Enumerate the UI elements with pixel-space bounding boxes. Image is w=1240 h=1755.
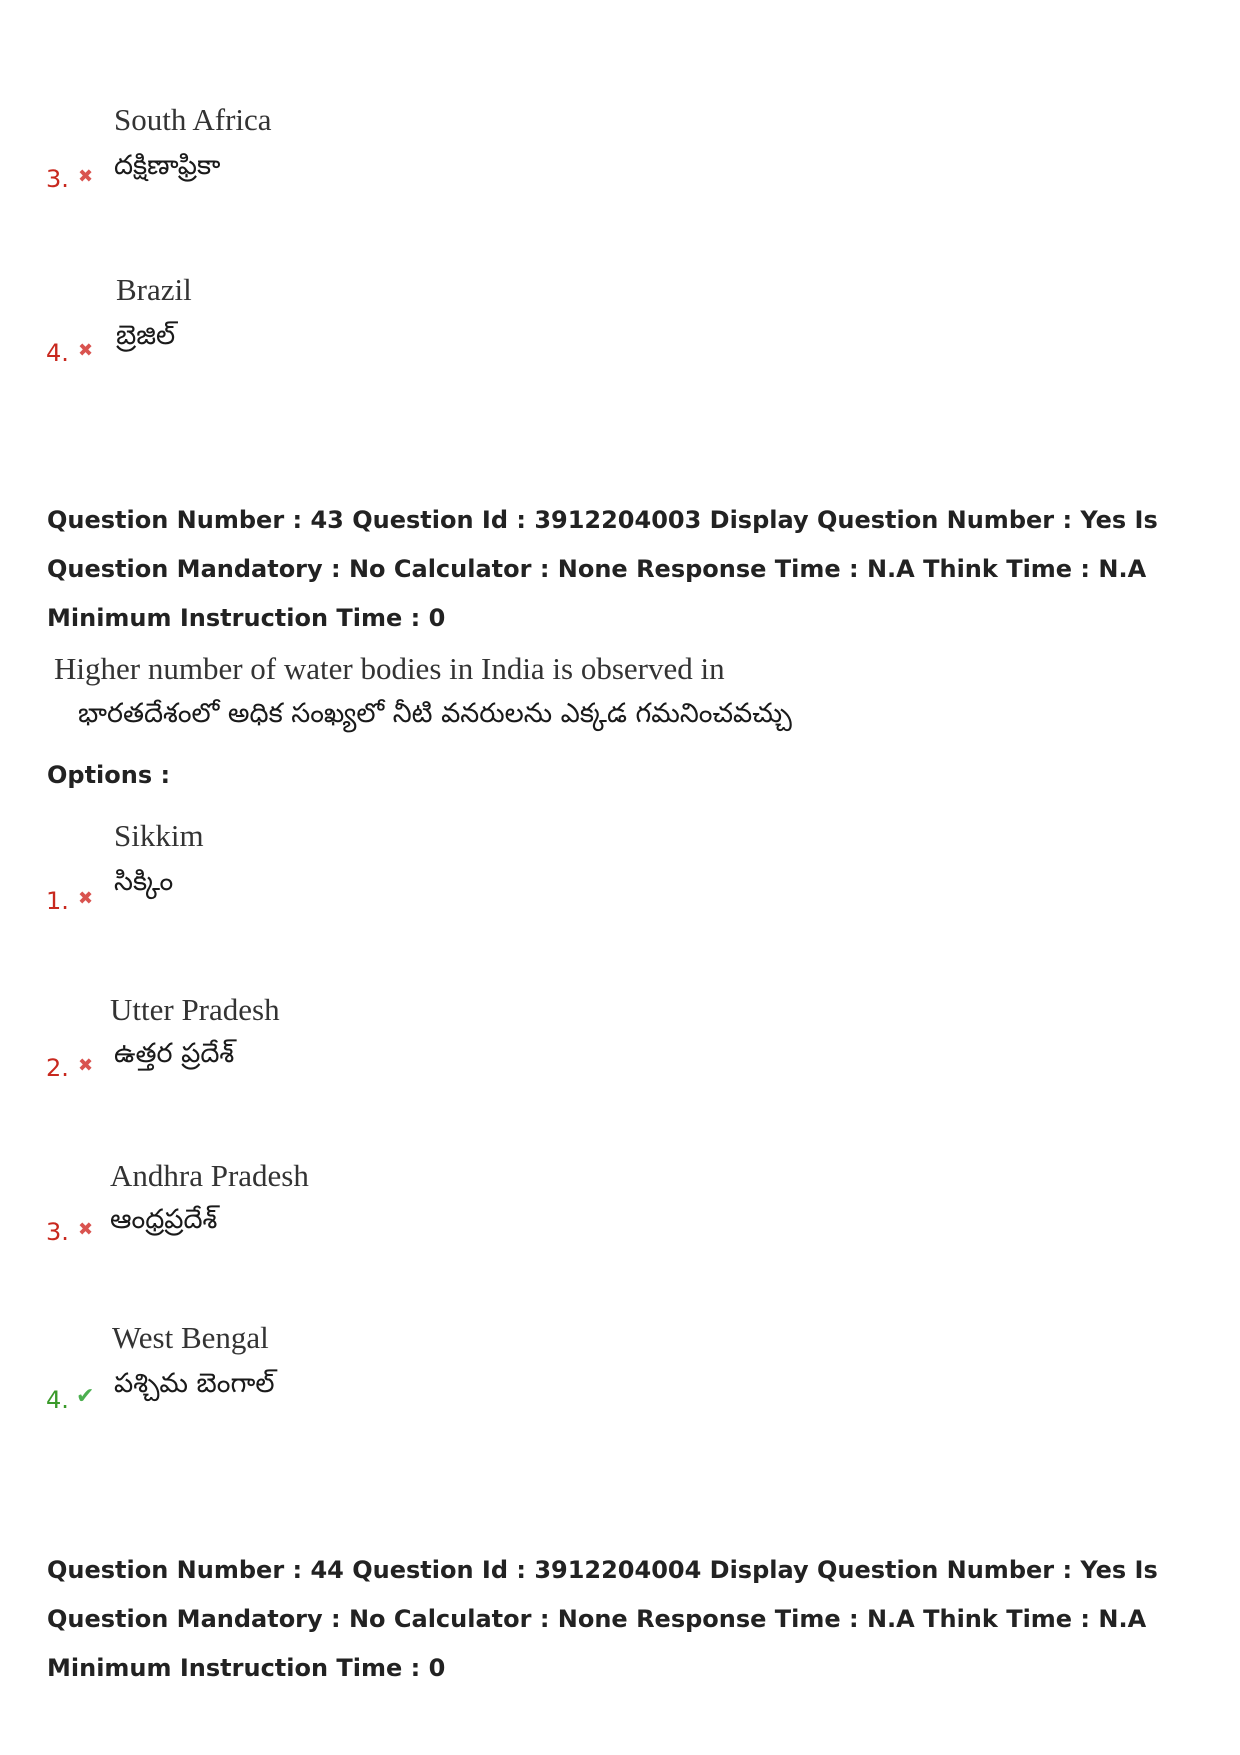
option-3-number: 3. — [46, 1218, 69, 1246]
options-label: Options : — [47, 761, 171, 789]
cross-icon: ✖ — [78, 1219, 94, 1240]
option-3-english: South Africa — [114, 102, 272, 137]
option-1-telugu: సిక్కిం — [114, 866, 174, 897]
option-2-telugu: ఉత్తర ప్రదేశ్ — [114, 1038, 235, 1069]
question-43-text-telugu: భారతదేశంలో అధిక సంఖ్యలో నీటి వనరులను ఎక్కడ గమనించవచ్చు — [78, 698, 792, 729]
option-1-number: 1. — [46, 887, 69, 915]
option-2-english: Utter Pradesh — [110, 992, 280, 1027]
option-3-telugu: ఆంధ్రప్రదేశ్ — [110, 1204, 218, 1235]
option-4-telugu: బ్రెజిల్ — [116, 320, 176, 351]
cross-icon: ✖ — [78, 166, 94, 187]
cross-icon: ✖ — [78, 1055, 94, 1076]
option-3-telugu: దక్షిణాఫ్రికా — [114, 150, 221, 181]
check-icon: ✔ — [76, 1384, 95, 1409]
option-4-english: West Bengal — [112, 1320, 269, 1355]
option-2-number: 2. — [46, 1054, 69, 1082]
option-1-english: Sikkim — [114, 818, 204, 853]
option-4-telugu: పశ్చిమ బెంగాల్ — [114, 1368, 275, 1399]
question-44-meta: Question Number : 44 Question Id : 3912204004 Display Question Number : Yes Is Question Mandatory : No Calculator : None Response Time : N.A Think Time : N.A Minimum Instruction Time : 0 — [47, 1556, 1158, 1682]
question-43-meta: Question Number : 43 Question Id : 3912204003 Display Question Number : Yes Is Question Mandatory : No Calculator : None Response Time : N.A Think Time : N.A Minimum Instruction Time : 0 — [47, 506, 1158, 632]
cross-icon: ✖ — [78, 888, 94, 909]
option-4-number: 4. — [46, 1386, 69, 1414]
option-4-english: Brazil — [116, 272, 192, 307]
option-3-number: 3. — [46, 165, 69, 193]
question-43-text-english: Higher number of water bodies in India is observed in — [54, 651, 725, 686]
cross-icon: ✖ — [78, 340, 94, 361]
option-3-english: Andhra Pradesh — [110, 1158, 309, 1193]
option-4-number: 4. — [46, 339, 69, 367]
